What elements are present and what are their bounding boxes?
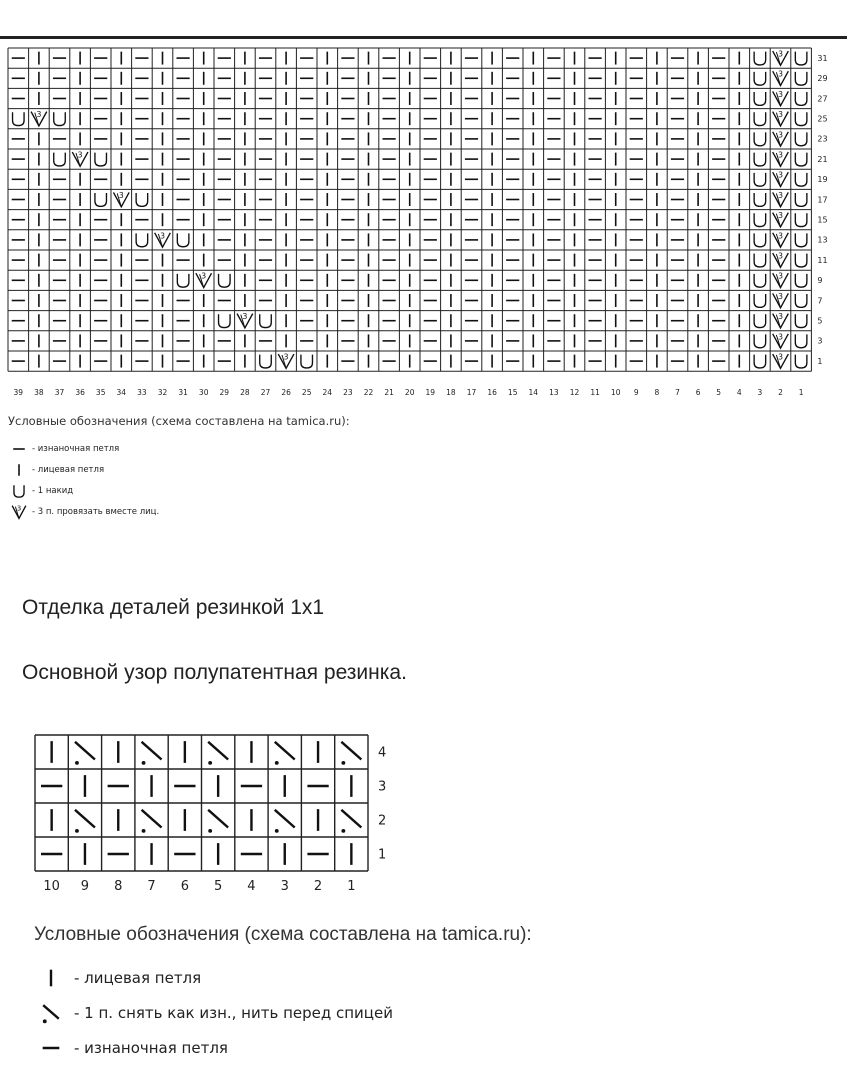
col-label: 32 [157,388,168,397]
yarnover-stitch [795,355,807,368]
k3tog-count: 3 [778,130,783,140]
knitting-chart-2 [0,720,847,900]
col-label: 3 [280,879,289,894]
col-label: 6 [695,388,701,397]
slip-stitch-dot [208,829,212,833]
chart1-legend-title: Условные обозначения (схема составлена на tamica.ru): [8,414,350,428]
col-label: 7 [675,388,680,397]
k3tog-count: 3 [242,312,248,322]
yarnover-stitch [14,485,24,497]
slip-stitch [142,742,162,760]
k3tog-count: 3 [778,150,783,160]
k3tog-count: 3 [118,190,124,200]
knitting-chart-1 [0,0,847,400]
purl-icon [38,1035,74,1061]
row-label: 3 [817,336,823,346]
knit-icon [10,461,32,479]
legend-item-yarnover [10,482,73,500]
row-label: 13 [817,235,828,245]
yarnover-stitch [754,274,766,287]
yarnover-stitch [795,173,807,186]
k3tog-count: 3 [778,190,783,200]
yarnover-stitch [754,193,766,206]
slip-stitch-dot [341,761,345,765]
slip-stitch-dot [341,829,345,833]
row-label: 25 [817,114,828,124]
slip-stitch-dot [75,829,79,833]
chart2-legend-title: Условные обозначения (схема составлена на tamica.ru): [34,924,532,945]
slip-stitch [275,810,295,828]
col-label: 1 [798,388,804,397]
k3tog-count: 3 [778,170,783,180]
col-label: 14 [528,388,539,397]
slip-stitch [43,1005,59,1019]
col-label: 23 [343,388,353,397]
col-label: 4 [247,879,256,894]
yarnover-stitch [754,153,766,166]
slip-stitch [75,742,95,760]
legend-text: - лицевая петля [74,969,202,987]
k3tog-count: 3 [778,291,783,301]
legend-text: - изнаночная петля [74,1039,228,1057]
k3tog-count: 3 [36,110,42,120]
slip-stitch-dot [75,761,79,765]
yarnover-stitch [754,334,766,347]
legend-item-knit [38,965,201,991]
yarnover-stitch [795,274,807,287]
yarnover-stitch [219,314,231,327]
slip-stitch-dot [208,761,212,765]
col-label: 10 [610,388,621,397]
yarnover-stitch [795,193,807,206]
col-label: 3 [757,388,763,397]
yarnover-stitch [136,193,148,206]
legend-text: - 1 накид [32,486,74,496]
heading-main-pattern: Основной узор полупатентная резинка. [22,661,407,684]
row-label: 1 [378,847,387,863]
col-label: 21 [384,388,394,397]
yarnover-stitch [795,213,807,226]
col-label: 5 [214,879,223,894]
yarnover-stitch [795,112,807,125]
yarnover-icon [10,482,32,500]
col-label: 30 [198,388,209,397]
yarnover-stitch [219,274,231,287]
yarnover-stitch [754,314,766,327]
yarnover-stitch [795,334,807,347]
yarnover-stitch [13,112,25,125]
col-label: 22 [363,388,374,397]
col-label: 15 [507,388,518,397]
yarnover-stitch [795,72,807,85]
row-label: 9 [817,276,823,286]
row-label: 17 [817,195,828,205]
col-label: 8 [114,879,123,894]
yarnover-stitch [754,173,766,186]
row-label: 5 [817,316,823,326]
col-label: 25 [301,388,312,397]
col-label: 1 [347,879,356,894]
yarnover-stitch [177,233,189,246]
row-label: 3 [378,779,387,795]
k3tog-count: 3 [778,69,783,79]
slip-stitch [142,810,162,828]
col-label: 19 [425,388,436,397]
knit-icon [38,965,74,991]
col-label: 13 [549,388,559,397]
k3tog-icon [10,503,32,521]
slip-stitch-dot [275,761,279,765]
col-label: 10 [43,879,60,894]
col-label: 24 [322,388,333,397]
col-label: 2 [313,879,323,894]
col-label: 31 [178,388,188,397]
purl-icon [10,440,32,458]
col-label: 35 [95,388,106,397]
yarnover-stitch [795,233,807,246]
slip-stitch [208,810,228,828]
slip-stitch [208,742,228,760]
yarnover-stitch [754,52,766,65]
col-label: 9 [80,879,90,894]
yarnover-stitch [54,112,66,125]
slip-stitch-dot [275,829,279,833]
col-label: 33 [137,388,147,397]
col-label: 6 [180,879,189,894]
yarnover-stitch [754,355,766,368]
col-label: 39 [13,388,24,397]
legend-item-purl [38,1035,228,1061]
row-label: 1 [817,356,823,366]
heading-ribbing: Отделка деталей резинкой 1х1 [22,596,325,619]
legend-text: - 1 п. снять как изн., нить перед спицей [74,1004,393,1022]
row-label: 15 [817,215,828,225]
yarnover-stitch [260,355,272,368]
k3tog-count: 3 [778,312,783,322]
row-label: 2 [378,813,387,829]
col-label: 38 [34,388,44,397]
col-label: 28 [240,388,250,397]
legend-text: - лицевая петля [32,465,105,475]
legend-item-knit [10,461,104,479]
k3tog-count: 3 [778,211,783,221]
slip-icon [38,1000,74,1026]
yarnover-stitch [136,233,148,246]
yarnover-stitch [795,153,807,166]
k3tog-count: 3 [778,251,783,261]
row-label: 21 [817,154,828,164]
yarnover-stitch [177,274,189,287]
yarnover-stitch [754,72,766,85]
legend-text: - изнаночная петля [32,444,120,454]
col-label: 18 [446,388,456,397]
row-label: 7 [817,296,823,306]
yarnover-stitch [754,294,766,307]
slip-stitch-dot [43,1019,47,1023]
row-label: 31 [817,53,828,63]
k3tog-count: 3 [778,271,783,281]
col-label: 37 [54,388,65,397]
col-label: 26 [281,388,291,397]
legend-item-k3tog [10,503,159,521]
col-label: 36 [75,388,85,397]
k3tog-count: 3 [160,231,165,241]
col-label: 17 [466,388,477,397]
yarnover-stitch [754,213,766,226]
legend-item-slip [38,1000,393,1026]
col-label: 5 [716,388,722,397]
col-label: 4 [736,388,742,397]
k3tog-count: 3 [778,231,783,241]
col-label: 29 [219,388,230,397]
row-label: 27 [817,94,828,104]
k3tog-count: 3 [778,110,783,120]
k3tog-count: 3 [778,352,783,362]
row-label: 29 [817,74,828,84]
slip-stitch [341,810,361,828]
col-label: 9 [633,388,639,397]
yarnover-stitch [795,314,807,327]
col-label: 27 [260,388,271,397]
col-label: 8 [654,388,660,397]
k3tog-count: 3 [16,504,22,513]
yarnover-stitch [795,52,807,65]
yarnover-stitch [795,294,807,307]
slip-stitch [275,742,295,760]
col-label: 7 [147,879,156,894]
slip-stitch-dot [142,761,146,765]
yarnover-stitch [795,132,807,145]
yarnover-stitch [95,193,107,206]
yarnover-stitch [754,233,766,246]
col-label: 11 [590,388,600,397]
yarnover-stitch [95,153,107,166]
yarnover-stitch [754,132,766,145]
k3tog-count: 3 [778,332,783,342]
col-label: 20 [404,388,415,397]
legend-text: - 3 п. провязать вместе лиц. [32,507,160,517]
yarnover-stitch [260,314,272,327]
col-label: 2 [778,388,783,397]
yarnover-stitch [795,92,807,105]
row-label: 23 [817,134,828,144]
row-label: 4 [378,745,387,761]
yarnover-stitch [54,153,66,166]
legend-item-purl [10,440,119,458]
col-label: 16 [487,388,497,397]
yarnover-stitch [754,254,766,267]
yarnover-stitch [754,112,766,125]
col-label: 34 [116,388,127,397]
k3tog-count: 3 [77,150,83,160]
yarnover-stitch [301,355,313,368]
yarnover-stitch [754,92,766,105]
k3tog-count: 3 [778,49,783,59]
k3tog-count: 3 [778,89,783,99]
slip-stitch-dot [142,829,146,833]
row-label: 11 [817,255,828,265]
slip-stitch [341,742,361,760]
k3tog-count: 3 [283,352,289,362]
slip-stitch [75,810,95,828]
col-label: 12 [569,388,580,397]
yarnover-stitch [795,254,807,267]
row-label: 19 [817,175,828,185]
k3tog-count: 3 [201,271,207,281]
